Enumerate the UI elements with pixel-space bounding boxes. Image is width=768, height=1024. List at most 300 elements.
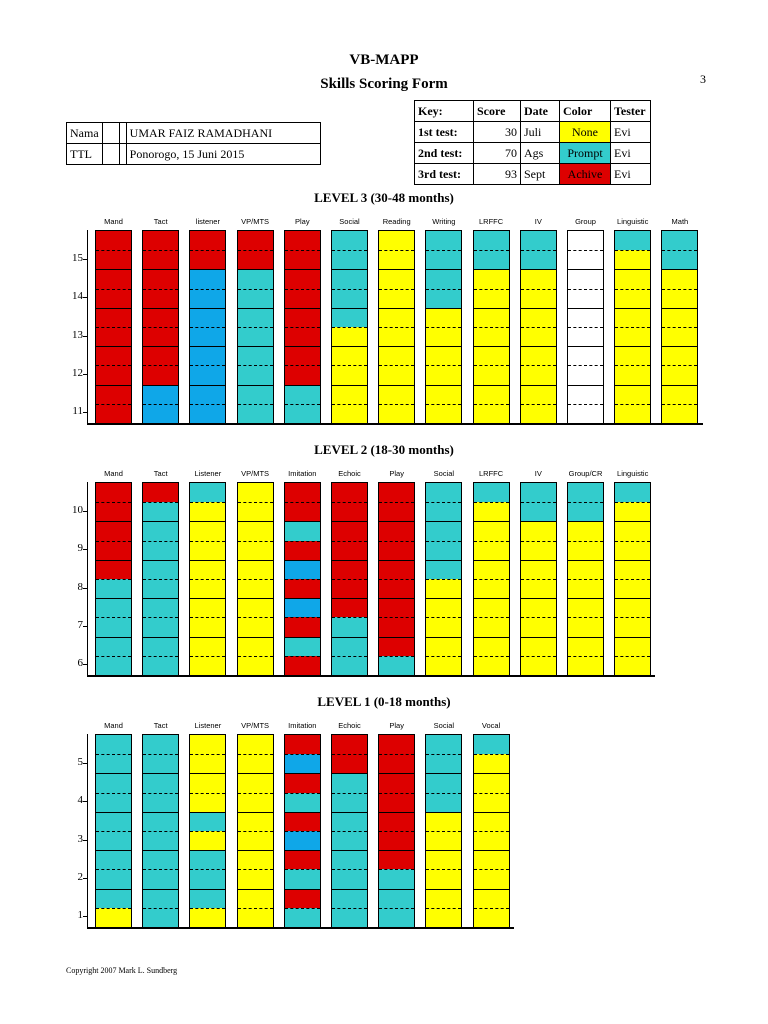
column-header: Mand	[104, 469, 123, 478]
y-axis-label: 5	[77, 755, 83, 768]
column-header: LRFFC	[479, 469, 504, 478]
score-cell	[662, 289, 697, 308]
score-cell	[379, 773, 414, 792]
score-cell	[474, 617, 509, 636]
score-cell	[143, 404, 178, 423]
column-header: Tact	[153, 721, 168, 730]
score-cell	[615, 541, 650, 560]
score-cell	[96, 793, 131, 812]
skill-column	[237, 482, 274, 675]
score-cell	[285, 346, 320, 365]
skill-column	[237, 230, 274, 423]
score-cell	[379, 889, 414, 908]
score-cell	[521, 327, 556, 346]
column-header: Group	[575, 217, 596, 226]
y-axis-label: 4	[77, 794, 83, 807]
y-axis-tick	[83, 664, 88, 665]
score-cell	[474, 308, 509, 327]
score-cell	[615, 598, 650, 617]
score-cell	[332, 308, 367, 327]
score-cell	[615, 502, 650, 521]
score-cell	[332, 637, 367, 656]
score-cell	[285, 560, 320, 579]
score-cell	[379, 404, 414, 423]
score-cell	[332, 617, 367, 636]
score-cell	[238, 735, 273, 754]
score-cell	[332, 560, 367, 579]
score-cell	[238, 637, 273, 656]
column-header: Play	[389, 721, 404, 730]
score-cell	[332, 289, 367, 308]
score-cell	[190, 541, 225, 560]
score-cell	[238, 560, 273, 579]
score-cell	[426, 521, 461, 540]
score-cell	[190, 889, 225, 908]
column-header: Play	[295, 217, 310, 226]
score-cell	[379, 793, 414, 812]
score-cell	[285, 637, 320, 656]
score-cell	[143, 560, 178, 579]
score-cell	[96, 365, 131, 384]
skill-column	[520, 230, 557, 423]
score-cell	[521, 289, 556, 308]
column-header: Group/CR	[568, 469, 603, 478]
score-cell	[332, 735, 367, 754]
column-header: VP/MTS	[241, 469, 270, 478]
score-cell	[143, 521, 178, 540]
score-cell	[190, 521, 225, 540]
score-cell	[285, 773, 320, 792]
y-axis-label: 9	[77, 542, 83, 555]
score-cell	[190, 598, 225, 617]
copyright: Copyright 2007 Mark L. Sundberg	[66, 966, 178, 975]
level-3-title: LEVEL 3 (30-48 months)	[314, 190, 454, 205]
column-header: IV	[534, 469, 542, 478]
score-cell	[568, 521, 603, 540]
score-cell	[190, 656, 225, 675]
score-cell	[143, 308, 178, 327]
info-value: UMAR FAIZ RAMADHANI	[126, 123, 320, 144]
score-cell	[379, 598, 414, 617]
score-cell	[474, 269, 509, 288]
key-row: 3rd test: 93 Sept Achive Evi	[415, 164, 651, 185]
score-cell	[332, 231, 367, 250]
score-cell	[96, 269, 131, 288]
y-axis-tick	[83, 840, 88, 841]
score-cell	[521, 617, 556, 636]
score-cell	[332, 850, 367, 869]
score-cell	[615, 365, 650, 384]
score-cell	[474, 754, 509, 773]
score-cell	[426, 541, 461, 560]
score-cell	[426, 637, 461, 656]
score-cell	[426, 754, 461, 773]
score-cell	[190, 289, 225, 308]
skill-column	[95, 734, 132, 927]
key-header-row	[415, 101, 651, 122]
skill-column	[473, 734, 510, 927]
column-header: VP/MTS	[241, 217, 270, 226]
score-cell	[426, 579, 461, 598]
score-cell	[332, 250, 367, 269]
score-cell	[96, 231, 131, 250]
score-cell	[238, 404, 273, 423]
score-cell	[238, 754, 273, 773]
score-cell	[143, 346, 178, 365]
score-cell	[379, 250, 414, 269]
score-cell	[96, 502, 131, 521]
column-header: Linguistic	[617, 217, 649, 226]
score-cell	[521, 598, 556, 617]
skill-column	[378, 230, 415, 423]
score-cell	[143, 889, 178, 908]
score-cell	[96, 327, 131, 346]
score-cell	[426, 250, 461, 269]
score-cell	[662, 269, 697, 288]
score-cell	[615, 521, 650, 540]
score-cell	[190, 327, 225, 346]
score-cell	[96, 289, 131, 308]
column-header: Reading	[382, 217, 411, 226]
score-cell	[143, 327, 178, 346]
score-cell	[662, 327, 697, 346]
score-cell	[379, 346, 414, 365]
score-cell	[568, 579, 603, 598]
score-cell	[143, 773, 178, 792]
score-cell	[521, 541, 556, 560]
score-cell	[379, 812, 414, 831]
score-cell	[190, 365, 225, 384]
score-cell	[238, 502, 273, 521]
score-cell	[662, 308, 697, 327]
score-cell	[285, 289, 320, 308]
score-cell	[521, 404, 556, 423]
score-cell	[143, 656, 178, 675]
score-cell	[96, 617, 131, 636]
score-cell	[474, 579, 509, 598]
column-header: Echoic	[338, 469, 361, 478]
score-cell	[332, 346, 367, 365]
score-cell	[521, 656, 556, 675]
score-cell	[568, 541, 603, 560]
y-axis-tick	[83, 374, 88, 375]
score-cell	[96, 521, 131, 540]
score-cell	[332, 656, 367, 675]
score-cell	[568, 483, 603, 502]
y-axis-tick	[83, 412, 88, 413]
score-cell	[426, 598, 461, 617]
score-cell	[332, 404, 367, 423]
score-cell	[96, 346, 131, 365]
score-cell	[521, 483, 556, 502]
score-cell	[379, 831, 414, 850]
skill-column	[331, 230, 368, 423]
column-header: Social	[339, 217, 360, 226]
score-cell	[426, 308, 461, 327]
score-cell	[190, 793, 225, 812]
score-cell	[474, 250, 509, 269]
skill-column	[189, 482, 226, 675]
score-cell	[190, 385, 225, 404]
score-cell	[379, 502, 414, 521]
score-cell	[426, 850, 461, 869]
score-cell	[568, 327, 603, 346]
score-cell	[143, 637, 178, 656]
score-cell	[96, 889, 131, 908]
score-cell	[332, 908, 367, 927]
score-cell	[238, 327, 273, 346]
score-cell	[190, 502, 225, 521]
score-cell	[143, 812, 178, 831]
score-cell	[332, 521, 367, 540]
score-cell	[190, 308, 225, 327]
y-axis-tick	[83, 549, 88, 550]
score-cell	[332, 269, 367, 288]
key-row: 2nd test: 70 Ags Prompt Evi	[415, 143, 651, 164]
score-cell	[143, 365, 178, 384]
score-cell	[143, 231, 178, 250]
score-cell	[615, 289, 650, 308]
score-cell	[285, 308, 320, 327]
column-header: Tact	[153, 217, 168, 226]
score-cell	[568, 656, 603, 675]
score-cell	[96, 735, 131, 754]
score-cell	[143, 735, 178, 754]
score-cell	[238, 231, 273, 250]
score-cell	[238, 521, 273, 540]
score-cell	[143, 617, 178, 636]
score-cell	[143, 289, 178, 308]
score-cell	[96, 869, 131, 888]
score-cell	[332, 327, 367, 346]
score-cell	[285, 541, 320, 560]
score-cell	[521, 502, 556, 521]
skill-column	[331, 482, 368, 675]
score-cell	[238, 385, 273, 404]
key-color-swatch: None	[560, 122, 611, 143]
score-cell	[143, 269, 178, 288]
skill-column	[284, 482, 321, 675]
score-cell	[379, 617, 414, 636]
column-header: Mand	[104, 217, 123, 226]
score-cell	[474, 773, 509, 792]
score-cell	[615, 560, 650, 579]
y-axis-tick	[83, 588, 88, 589]
score-cell	[96, 598, 131, 617]
skill-column	[614, 482, 651, 675]
score-cell	[521, 231, 556, 250]
score-cell	[190, 637, 225, 656]
score-cell	[238, 483, 273, 502]
score-cell	[190, 404, 225, 423]
y-axis-tick	[83, 916, 88, 917]
score-cell	[332, 831, 367, 850]
score-cell	[615, 231, 650, 250]
score-cell	[568, 617, 603, 636]
score-cell	[143, 754, 178, 773]
score-cell	[285, 793, 320, 812]
column-header: Writing	[432, 217, 456, 226]
score-cell	[285, 850, 320, 869]
score-cell	[190, 579, 225, 598]
score-cell	[662, 385, 697, 404]
score-cell	[285, 754, 320, 773]
score-cell	[379, 231, 414, 250]
score-cell	[568, 250, 603, 269]
score-cell	[238, 812, 273, 831]
column-header: VP/MTS	[241, 721, 270, 730]
score-cell	[379, 521, 414, 540]
score-cell	[285, 404, 320, 423]
score-cell	[615, 617, 650, 636]
score-cell	[96, 385, 131, 404]
column-header: IV	[534, 217, 542, 226]
score-cell	[426, 269, 461, 288]
score-cell	[285, 869, 320, 888]
score-cell	[285, 250, 320, 269]
score-cell	[190, 346, 225, 365]
key-row: 1st test: 30 Juli None Evi	[415, 122, 651, 143]
score-cell	[379, 541, 414, 560]
score-cell	[474, 560, 509, 579]
score-cell	[521, 385, 556, 404]
score-cell	[379, 850, 414, 869]
score-cell	[238, 308, 273, 327]
score-cell	[96, 560, 131, 579]
score-cell	[568, 231, 603, 250]
y-axis-tick	[83, 763, 88, 764]
key-color-swatch: Achive	[560, 164, 611, 185]
score-cell	[474, 502, 509, 521]
skill-column	[331, 734, 368, 927]
score-cell	[285, 502, 320, 521]
score-cell	[96, 773, 131, 792]
score-cell	[474, 541, 509, 560]
score-cell	[190, 869, 225, 888]
skill-column	[284, 734, 321, 927]
column-header: Imitation	[288, 721, 317, 730]
score-cell	[190, 617, 225, 636]
score-cell	[662, 346, 697, 365]
score-cell	[379, 869, 414, 888]
y-axis-tick	[83, 626, 88, 627]
score-cell	[96, 579, 131, 598]
score-cell	[615, 656, 650, 675]
score-cell	[474, 289, 509, 308]
score-cell	[379, 908, 414, 927]
score-cell	[332, 754, 367, 773]
score-cell	[474, 850, 509, 869]
score-cell	[474, 908, 509, 927]
score-cell	[143, 793, 178, 812]
score-cell	[568, 269, 603, 288]
score-cell	[238, 289, 273, 308]
score-cell	[96, 754, 131, 773]
score-cell	[379, 579, 414, 598]
key-header: Color	[560, 101, 611, 122]
score-cell	[379, 365, 414, 384]
key-table	[414, 100, 651, 185]
info-row-name	[67, 123, 321, 144]
score-cell	[568, 404, 603, 423]
score-cell	[615, 637, 650, 656]
score-cell	[143, 250, 178, 269]
score-cell	[190, 560, 225, 579]
y-axis-label: 15	[72, 251, 83, 264]
skill-column	[142, 734, 179, 927]
score-cell	[238, 869, 273, 888]
score-cell	[285, 269, 320, 288]
score-cell	[190, 250, 225, 269]
score-cell	[143, 541, 178, 560]
score-cell	[426, 869, 461, 888]
score-cell	[285, 521, 320, 540]
score-cell	[568, 385, 603, 404]
score-cell	[568, 346, 603, 365]
score-cell	[474, 327, 509, 346]
score-cell	[568, 502, 603, 521]
score-cell	[190, 812, 225, 831]
score-cell	[474, 812, 509, 831]
score-cell	[332, 793, 367, 812]
score-cell	[238, 617, 273, 636]
column-header: listener	[195, 217, 220, 226]
y-axis-tick	[83, 878, 88, 879]
score-cell	[96, 831, 131, 850]
score-cell	[615, 404, 650, 423]
score-cell	[238, 269, 273, 288]
info-table	[66, 122, 321, 165]
y-axis-tick	[83, 511, 88, 512]
score-cell	[285, 908, 320, 927]
score-cell	[426, 346, 461, 365]
score-cell	[190, 483, 225, 502]
score-cell	[143, 598, 178, 617]
score-cell	[615, 269, 650, 288]
score-cell	[238, 793, 273, 812]
score-cell	[379, 327, 414, 346]
score-cell	[238, 656, 273, 675]
score-cell	[662, 404, 697, 423]
score-cell	[426, 365, 461, 384]
score-cell	[615, 385, 650, 404]
score-cell	[285, 365, 320, 384]
score-cell	[426, 560, 461, 579]
score-cell	[426, 812, 461, 831]
column-header: Tact	[153, 469, 168, 478]
column-header: Imitation	[288, 469, 317, 478]
score-cell	[143, 483, 178, 502]
score-cell	[474, 365, 509, 384]
score-cell	[568, 637, 603, 656]
key-header: Date	[521, 101, 560, 122]
score-cell	[521, 346, 556, 365]
score-cell	[190, 231, 225, 250]
score-cell	[426, 502, 461, 521]
score-cell	[285, 831, 320, 850]
skill-column	[284, 230, 321, 423]
score-cell	[474, 637, 509, 656]
level-1-title: LEVEL 1 (0-18 months)	[317, 694, 451, 709]
score-cell	[521, 269, 556, 288]
score-cell	[521, 637, 556, 656]
score-cell	[474, 598, 509, 617]
column-header: Mand	[104, 721, 123, 730]
score-cell	[474, 521, 509, 540]
skill-column	[237, 734, 274, 927]
y-axis-label: 13	[72, 328, 83, 341]
score-cell	[143, 850, 178, 869]
